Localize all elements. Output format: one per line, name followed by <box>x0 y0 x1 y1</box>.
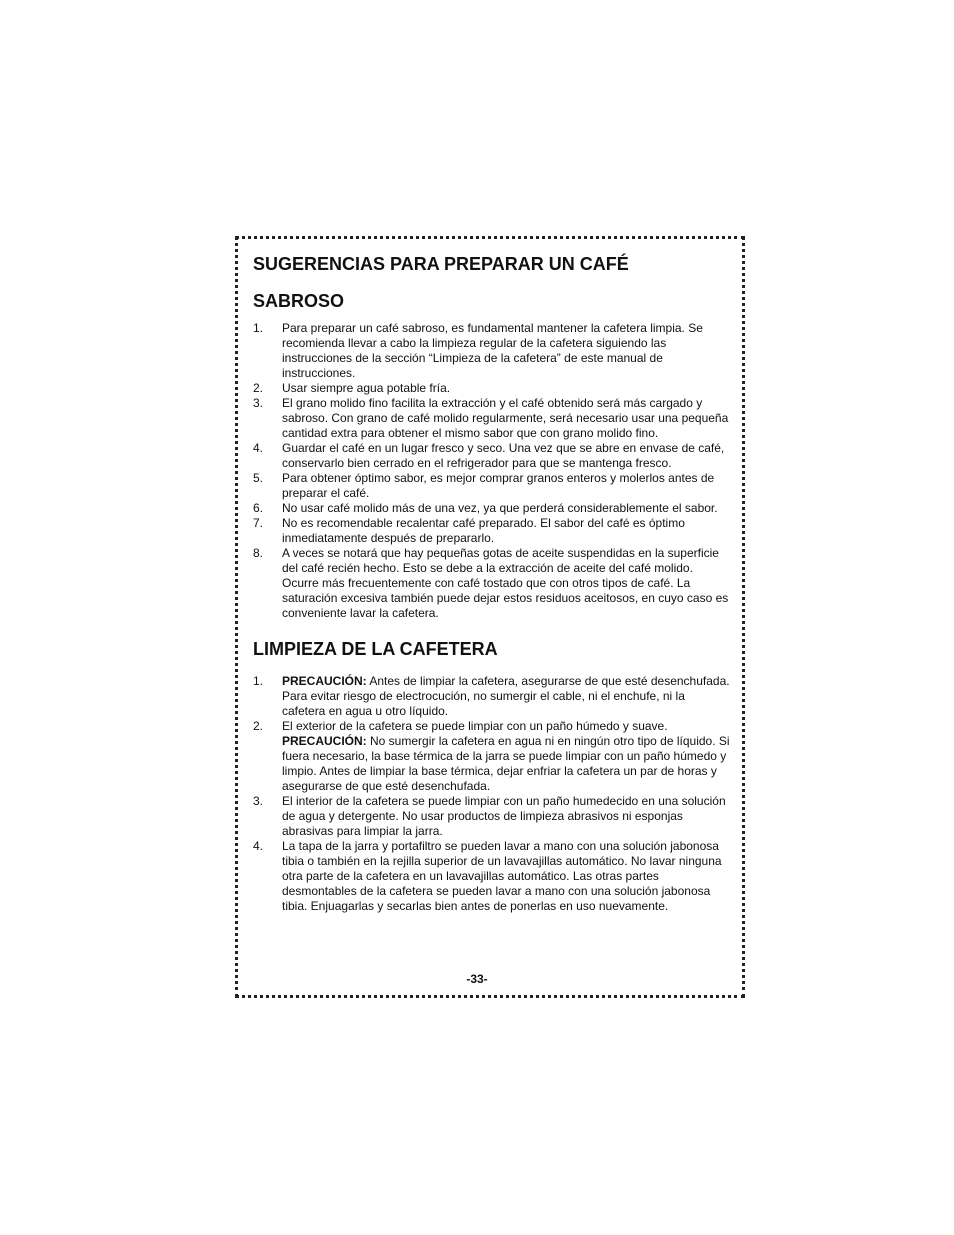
list-item <box>253 839 731 914</box>
list-item <box>253 674 731 719</box>
item-text: El interior de la cafetera se puede limpiar con un paño humedecido en una solución de agua y detergente. No usar productos de limpieza abrasivos ni esponjas abrasivas para limpiar la jarra. <box>282 794 726 838</box>
item-number: 4. <box>253 441 264 455</box>
list-item <box>253 546 731 621</box>
item-number: 2. <box>253 381 264 395</box>
item-number: 8. <box>253 546 264 560</box>
sugerencias-list <box>253 321 731 621</box>
list-item <box>253 381 731 396</box>
section-title-sugerencias <box>253 246 731 320</box>
list-item <box>253 719 731 794</box>
item-number: 6. <box>253 501 264 515</box>
item-number: 3. <box>253 794 264 808</box>
page-content <box>253 246 731 914</box>
list-item <box>253 516 731 546</box>
item-number: 5. <box>253 471 264 485</box>
section-title-line-2: SABROSO <box>253 291 345 311</box>
list-item <box>253 501 731 516</box>
item-text-intro: El exterior de la cafetera se puede limpiar con un paño húmedo y suave. <box>282 719 668 733</box>
item-text: No sumergir la cafetera en agua ni en ningún otro tipo de líquido. Si fuera necesario, la base térmica de la jarra se puede limpiar con un paño húmedo y limpio. Antes de limpiar la base térmica, dejar enfriar la cafetera un par de horas y asegurarse de que esté desenchufada. <box>282 734 730 793</box>
item-number: 3. <box>253 396 264 410</box>
item-text: Usar siempre agua potable fría. <box>282 381 451 395</box>
caution-label: PRECAUCIÓN: <box>282 674 367 688</box>
item-text: No es recomendable recalentar café preparado. El sabor del café es óptimo inmediatamente después de prepararlo. <box>282 516 685 545</box>
item-number: 4. <box>253 839 264 853</box>
list-item <box>253 396 731 441</box>
item-text: No usar café molido más de una vez, ya que perderá considerablemente el sabor. <box>282 501 718 515</box>
section-title-limpieza: LIMPIEZA DE LA CAFETERA <box>253 639 498 659</box>
section-title-line-1: SUGERENCIAS PARA PREPARAR UN CAFÉ <box>253 254 629 274</box>
list-item <box>253 794 731 839</box>
item-text: El grano molido fino facilita la extracción y el café obtenido será más cargado y sabroso. Con grano de café molido regularmente, será necesario usar una pequeña cantidad extra para obtener el mismo sabor que con grano molido fino. <box>282 396 729 440</box>
item-text: Guardar el café en un lugar fresco y seco. Una vez que se abre en envase de café, conservarlo bien cerrado en el refrigerador para que se mantenga fresco. <box>282 441 725 470</box>
item-text: Para obtener óptimo sabor, es mejor comprar granos enteros y molerlos antes de preparar el café. <box>282 471 715 500</box>
item-number: 2. <box>253 719 264 733</box>
page-number: -33- <box>466 972 488 986</box>
item-number: 1. <box>253 321 264 335</box>
item-text: A veces se notará que hay pequeñas gotas de aceite suspendidas en la superficie del café recién hecho. Esto se debe a la extracción de aceite del café molido. Ocurre más frecuentemente con café tostado que con otros tipos de café. La saturación excesiva también puede dejar estos residuos aceitosos, en cuyo caso es conveniente lavar la cafetera. <box>282 546 729 620</box>
caution-label: PRECAUCIÓN: <box>282 734 367 748</box>
list-item <box>253 321 731 381</box>
list-item <box>253 471 731 501</box>
list-item <box>253 441 731 471</box>
item-text: Para preparar un café sabroso, es fundamental mantener la cafetera limpia. Se recomienda llevar a cabo la limpieza regular de la cafetera siguiendo las instrucciones de la sección “Limpieza de la cafetera” de este manual de instrucciones. <box>282 321 703 380</box>
item-number: 7. <box>253 516 264 530</box>
item-number: 1. <box>253 674 264 688</box>
limpieza-list <box>253 674 731 914</box>
item-text: La tapa de la jarra y portafiltro se pueden lavar a mano con una solución jabonosa tibia o también en la rejilla superior de un lavavajillas automático. No lavar ninguna otra parte de la cafetera en un lavavajillas automático. Las otras partes desmontables de la cafetera se pueden lavar a mano con una solución jabonosa tibia. Enjuagarlas y secarlas bien antes de ponerlas en uso nuevamente. <box>282 839 722 913</box>
item-text: Antes de limpiar la cafetera, asegurarse de que esté desenchufada. Para evitar riesgo de electrocución, no sumergir el cable, ni el enchufe, ni la cafetera en agua u otro líquido. <box>282 674 730 718</box>
